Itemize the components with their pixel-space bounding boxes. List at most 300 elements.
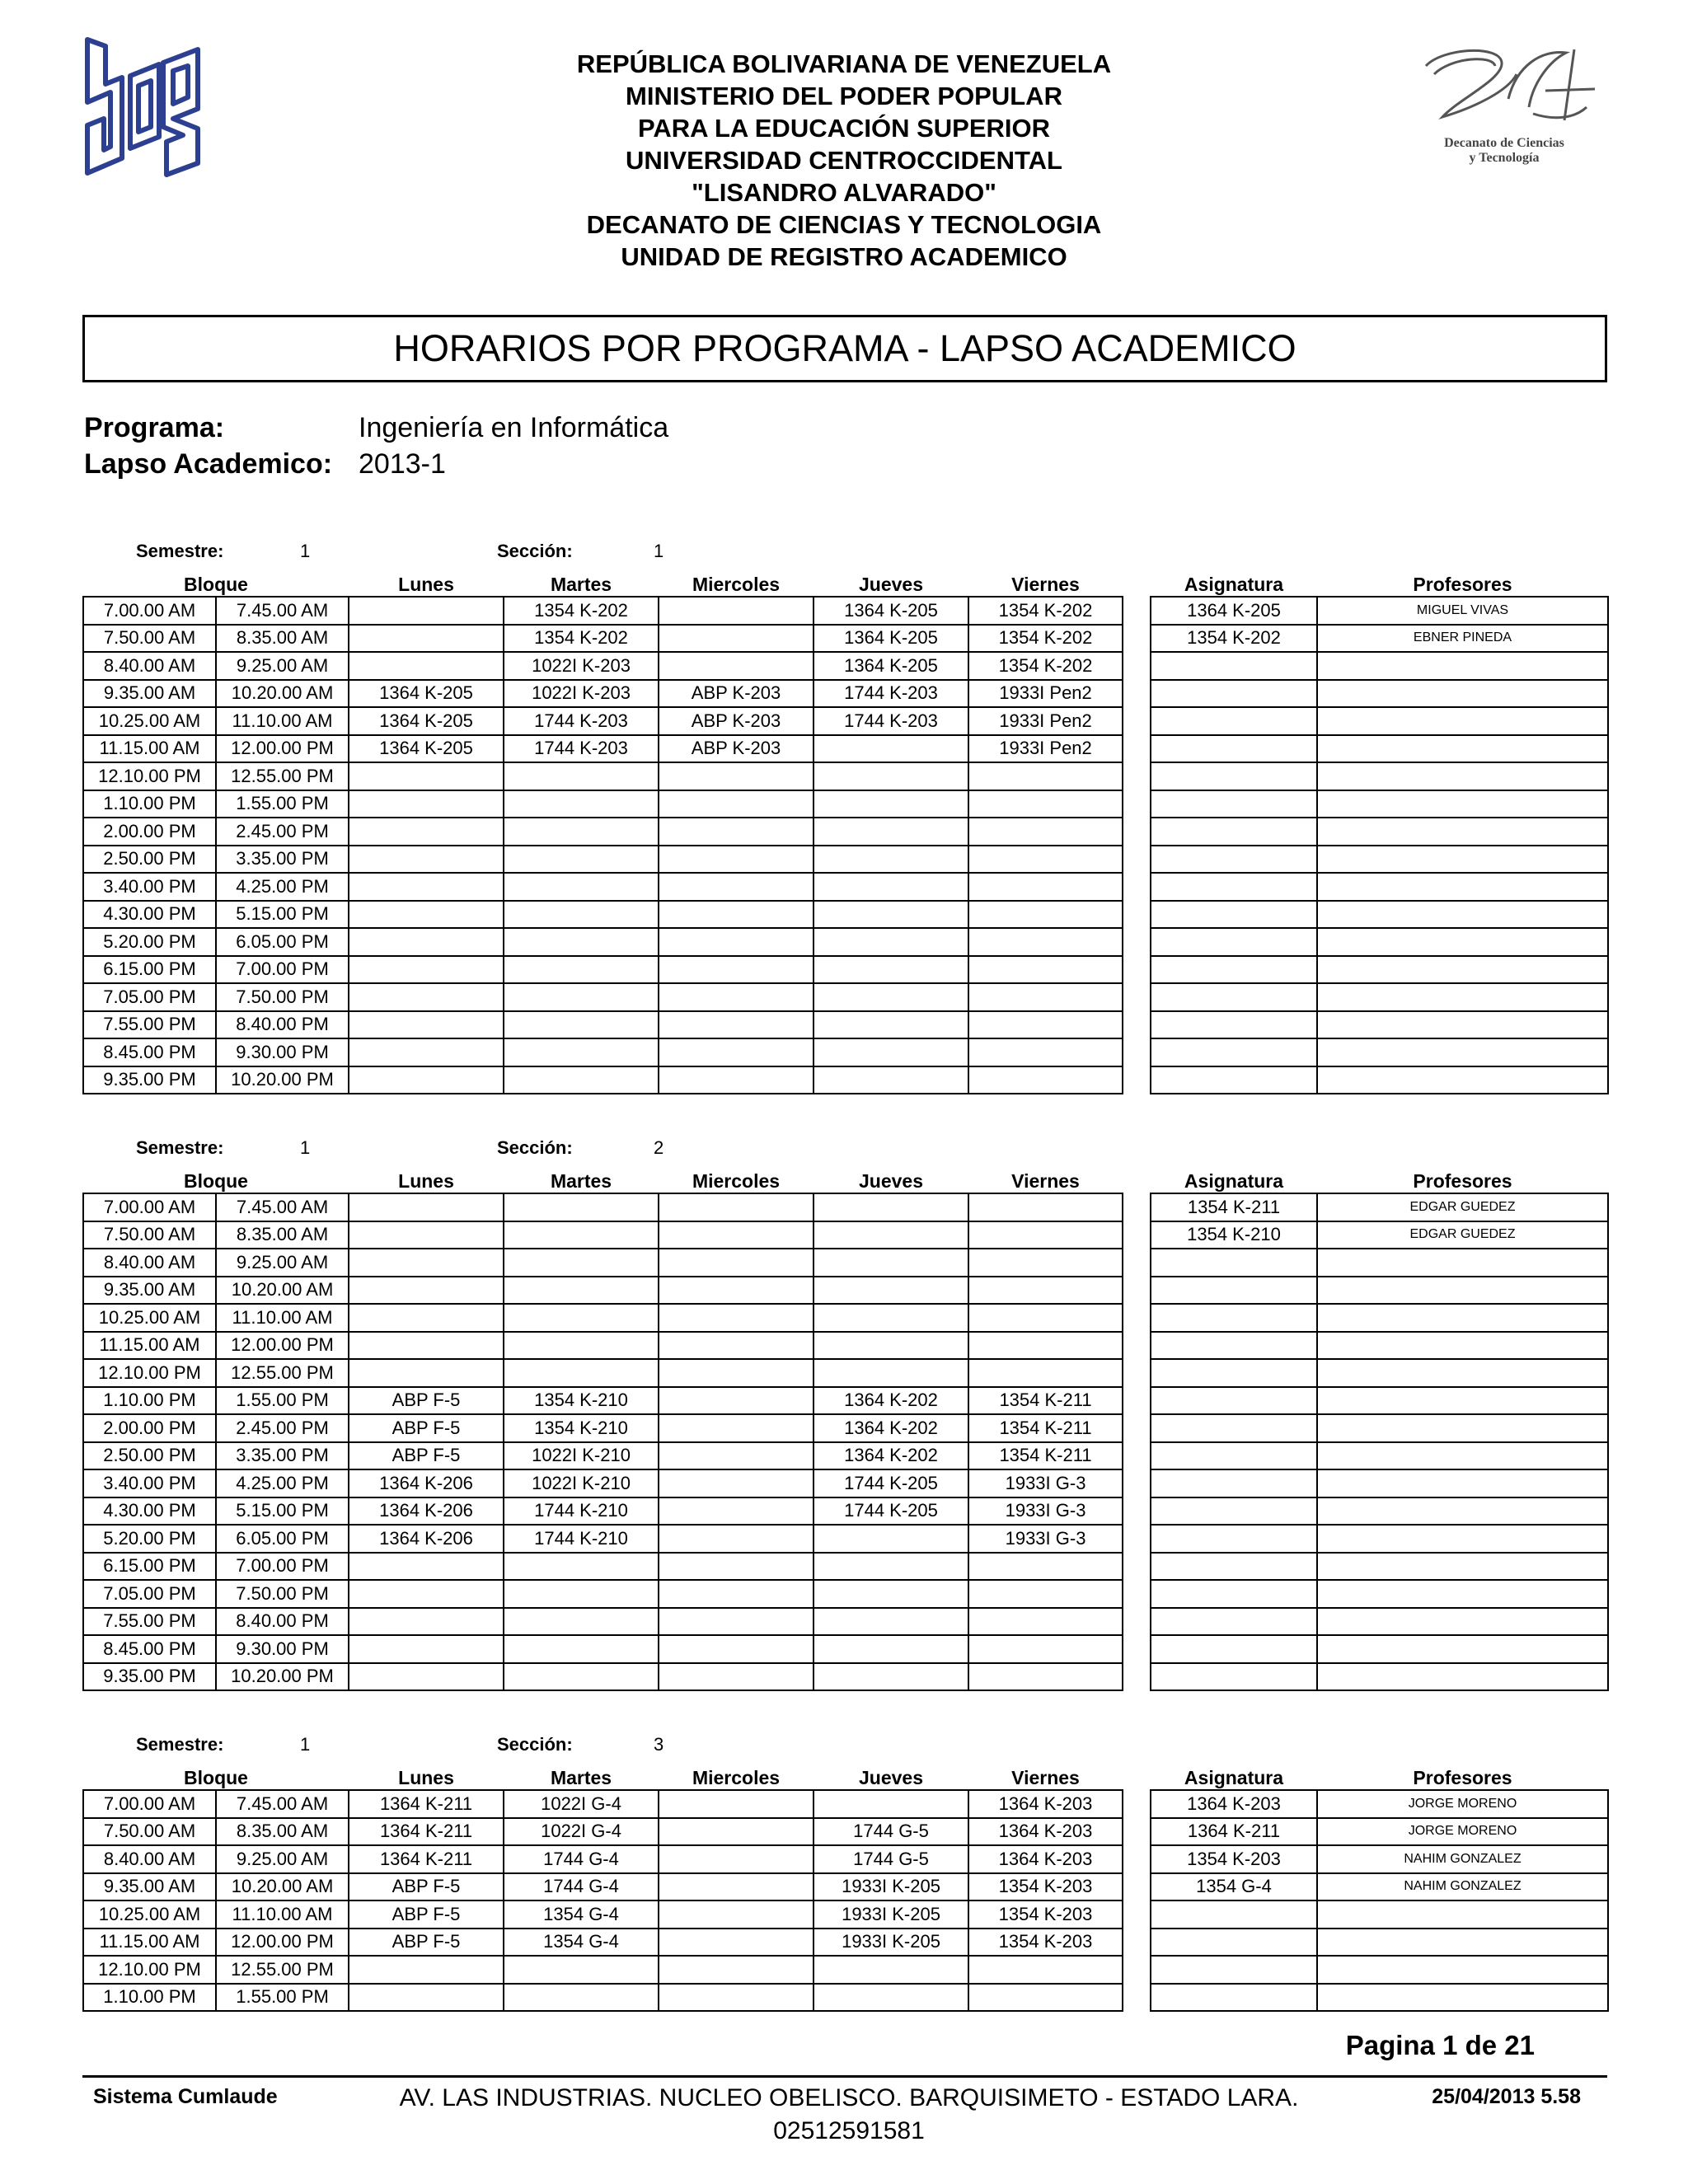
- asignatura-cell: [1151, 901, 1317, 929]
- class-cell: ABP F-5: [349, 1873, 504, 1901]
- class-cell: ABP F-5: [349, 1387, 504, 1415]
- class-cell: [659, 928, 814, 956]
- asignatura-cell: 1364 K-211: [1151, 1818, 1317, 1846]
- asignatura-row: [1151, 818, 1608, 846]
- class-cell: [659, 652, 814, 680]
- bloque-start-cell: 11.15.00 AM: [83, 1929, 216, 1957]
- asignaturas-table: [1150, 1167, 1609, 1691]
- class-cell: 1744 K-203: [504, 735, 659, 763]
- schedule-row: [83, 762, 1123, 790]
- class-cell: [659, 1873, 814, 1901]
- class-cell: [814, 846, 968, 874]
- asignatura-row: [1151, 1497, 1608, 1526]
- day-header: Jueves: [859, 1767, 924, 1788]
- asignatura-row: [1151, 680, 1608, 708]
- class-cell: 1354 G-4: [504, 1929, 659, 1957]
- class-cell: [968, 1956, 1123, 1984]
- pagination-total: 21: [1504, 2030, 1535, 2060]
- schedule-row: [83, 1608, 1123, 1636]
- profesor-cell: [1317, 1332, 1608, 1360]
- class-cell: [659, 1414, 814, 1442]
- class-cell: [814, 928, 968, 956]
- profesor-cell: [1317, 1277, 1608, 1305]
- lapso-label: Lapso Academico:: [84, 448, 333, 480]
- bloque-end-cell: 7.50.00 PM: [216, 1580, 349, 1608]
- schedule-row: [83, 1038, 1123, 1066]
- profesor-cell: [1317, 652, 1608, 680]
- bloque-header: Bloque: [184, 1767, 248, 1788]
- class-cell: [504, 983, 659, 1011]
- header-line: PARA LA EDUCACIÓN SUPERIOR: [637, 114, 1051, 143]
- class-cell: [349, 652, 504, 680]
- asignatura-cell: [1151, 1277, 1317, 1305]
- bloque-start-cell: 8.40.00 AM: [83, 652, 216, 680]
- bloque-start-cell: 9.35.00 AM: [83, 1873, 216, 1901]
- bloque-end-cell: 9.25.00 AM: [216, 1249, 349, 1277]
- semestre-label: Semestre:: [136, 541, 224, 561]
- class-cell: [814, 901, 968, 929]
- class-cell: [659, 1469, 814, 1497]
- class-cell: [968, 1359, 1123, 1387]
- class-cell: [659, 1845, 814, 1873]
- profesor-cell: [1317, 873, 1608, 901]
- asignatura-cell: [1151, 956, 1317, 984]
- asignaturas-table: [1150, 1764, 1609, 2012]
- asignatura-row: [1151, 873, 1608, 901]
- asignatura-row: [1151, 1249, 1608, 1277]
- asignatura-row: [1151, 1277, 1608, 1305]
- schedule-row: [83, 652, 1123, 680]
- schedule-row: [83, 1873, 1123, 1901]
- class-cell: [968, 790, 1123, 818]
- asignatura-cell: [1151, 1038, 1317, 1066]
- schedule-row: [83, 1845, 1123, 1873]
- asignatura-row: [1151, 1359, 1608, 1387]
- asignatura-cell: [1151, 1469, 1317, 1497]
- bloque-end-cell: 3.35.00 PM: [216, 846, 349, 874]
- asignatura-row: [1151, 1929, 1608, 1957]
- class-cell: [968, 1553, 1123, 1581]
- class-cell: [349, 790, 504, 818]
- bloque-start-cell: 1.10.00 PM: [83, 790, 216, 818]
- class-cell: [349, 1193, 504, 1221]
- asignatura-cell: 1354 G-4: [1151, 1873, 1317, 1901]
- schedule-row: [83, 1956, 1123, 1984]
- profesor-cell: NAHIM GONZALEZ: [1317, 1873, 1608, 1901]
- class-cell: [504, 1608, 659, 1636]
- schedule-row: [83, 1332, 1123, 1360]
- class-cell: 1364 K-205: [349, 707, 504, 735]
- asignatura-row: [1151, 901, 1608, 929]
- class-cell: 1354 G-4: [504, 1900, 659, 1929]
- profesor-cell: [1317, 735, 1608, 763]
- class-cell: [659, 1900, 814, 1929]
- class-cell: 1364 K-211: [349, 1845, 504, 1873]
- asignatura-cell: [1151, 1414, 1317, 1442]
- bloque-end-cell: 1.55.00 PM: [216, 1387, 349, 1415]
- class-cell: [349, 762, 504, 790]
- bloque-start-cell: 7.50.00 AM: [83, 1221, 216, 1249]
- class-cell: [814, 983, 968, 1011]
- asignatura-cell: [1151, 1956, 1317, 1984]
- class-cell: [659, 597, 814, 625]
- class-cell: 1744 K-203: [504, 707, 659, 735]
- asignatura-row: [1151, 625, 1608, 653]
- class-cell: [349, 597, 504, 625]
- bloque-start-cell: 9.35.00 PM: [83, 1663, 216, 1691]
- schedule-row: [83, 735, 1123, 763]
- class-cell: [659, 1442, 814, 1470]
- class-cell: [814, 1790, 968, 1818]
- asignatura-cell: [1151, 1066, 1317, 1094]
- class-cell: 1933I Pen2: [968, 707, 1123, 735]
- class-cell: 1364 K-202: [814, 1414, 968, 1442]
- asignatura-row: [1151, 1818, 1608, 1846]
- bloque-start-cell: 9.35.00 AM: [83, 680, 216, 708]
- bloque-start-cell: 4.30.00 PM: [83, 901, 216, 929]
- asignatura-row: [1151, 928, 1608, 956]
- schedule-row: [83, 1663, 1123, 1691]
- header-line: "LISANDRO ALVARADO": [692, 178, 996, 207]
- class-cell: [504, 1221, 659, 1249]
- bloque-start-cell: 3.40.00 PM: [83, 1469, 216, 1497]
- day-header: Martes: [550, 1170, 612, 1192]
- asignatura-row: [1151, 1900, 1608, 1929]
- class-cell: [349, 1956, 504, 1984]
- class-cell: [814, 956, 968, 984]
- asignatura-cell: [1151, 1553, 1317, 1581]
- schedule-row: [83, 983, 1123, 1011]
- class-cell: 1354 K-211: [968, 1414, 1123, 1442]
- asignatura-cell: [1151, 1580, 1317, 1608]
- class-cell: 1744 K-203: [814, 707, 968, 735]
- asignatura-cell: [1151, 1900, 1317, 1929]
- footer-phone: 02512591581: [773, 2117, 925, 2144]
- class-cell: [349, 1277, 504, 1305]
- asignatura-cell: [1151, 680, 1317, 708]
- day-header: Miercoles: [692, 574, 781, 595]
- class-cell: [349, 928, 504, 956]
- day-header: Miercoles: [692, 1170, 781, 1192]
- schedule-row: [83, 1414, 1123, 1442]
- class-cell: 1354 K-203: [968, 1873, 1123, 1901]
- class-cell: 1364 K-205: [814, 652, 968, 680]
- class-cell: [659, 625, 814, 653]
- class-cell: 1354 K-202: [504, 625, 659, 653]
- asignatura-row: [1151, 1221, 1608, 1249]
- bloque-end-cell: 7.45.00 AM: [216, 597, 349, 625]
- bloque-start-cell: 12.10.00 PM: [83, 1956, 216, 1984]
- class-cell: [349, 1038, 504, 1066]
- schedule-row: [83, 846, 1123, 874]
- lapso-value: 2013-1: [359, 448, 446, 480]
- class-cell: [504, 1984, 659, 2012]
- profesor-cell: JORGE MORENO: [1317, 1818, 1608, 1846]
- day-header: Viernes: [1011, 574, 1080, 595]
- class-cell: [349, 846, 504, 874]
- bloque-start-cell: 2.00.00 PM: [83, 818, 216, 846]
- class-cell: [814, 1608, 968, 1636]
- profesor-cell: [1317, 1663, 1608, 1691]
- class-cell: [659, 1635, 814, 1663]
- class-cell: ABP K-203: [659, 707, 814, 735]
- asignatura-row: [1151, 790, 1608, 818]
- class-cell: [504, 1038, 659, 1066]
- asignatura-cell: [1151, 707, 1317, 735]
- schedule-row: [83, 1066, 1123, 1094]
- class-cell: 1364 K-206: [349, 1525, 504, 1553]
- header-line: UNIDAD DE REGISTRO ACADEMICO: [621, 242, 1067, 271]
- bloque-end-cell: 2.45.00 PM: [216, 1414, 349, 1442]
- profesor-cell: [1317, 1359, 1608, 1387]
- bloque-end-cell: 4.25.00 PM: [216, 1469, 349, 1497]
- bloque-start-cell: 10.25.00 AM: [83, 707, 216, 735]
- schedule-table: [82, 1167, 1123, 1691]
- bloque-end-cell: 10.20.00 AM: [216, 680, 349, 708]
- bloque-end-cell: 1.55.00 PM: [216, 1984, 349, 2012]
- bloque-end-cell: 11.10.00 AM: [216, 707, 349, 735]
- class-cell: [814, 818, 968, 846]
- bloque-end-cell: 11.10.00 AM: [216, 1304, 349, 1332]
- class-cell: [659, 1387, 814, 1415]
- class-cell: [504, 1553, 659, 1581]
- bloque-start-cell: 9.35.00 PM: [83, 1066, 216, 1094]
- asignatura-cell: 1364 K-203: [1151, 1790, 1317, 1818]
- class-cell: 1933I K-205: [814, 1929, 968, 1957]
- class-cell: [814, 1553, 968, 1581]
- asignatura-row: [1151, 1525, 1608, 1553]
- asignaturas-table: [1150, 570, 1609, 1094]
- class-cell: 1744 G-5: [814, 1818, 968, 1846]
- pagination: [1346, 2030, 1535, 2061]
- asignatura-row: [1151, 1011, 1608, 1039]
- asignatura-row: [1151, 1984, 1608, 2012]
- profesor-cell: MIGUEL VIVAS: [1317, 597, 1608, 625]
- class-cell: 1744 K-210: [504, 1525, 659, 1553]
- bloque-end-cell: 6.05.00 PM: [216, 928, 349, 956]
- class-cell: [504, 1277, 659, 1305]
- class-cell: [814, 1249, 968, 1277]
- class-cell: [659, 1525, 814, 1553]
- bloque-end-cell: 9.30.00 PM: [216, 1038, 349, 1066]
- class-cell: 1354 K-203: [968, 1900, 1123, 1929]
- profesor-cell: [1317, 928, 1608, 956]
- class-cell: [968, 1304, 1123, 1332]
- schedule-row: [83, 707, 1123, 735]
- bloque-start-cell: 8.45.00 PM: [83, 1635, 216, 1663]
- seccion-value: 2: [654, 1137, 664, 1158]
- class-cell: 1364 K-203: [968, 1790, 1123, 1818]
- header-line: REPÚBLICA BOLIVARIANA DE VENEZUELA: [576, 49, 1112, 78]
- bloque-start-cell: 2.50.00 PM: [83, 1442, 216, 1470]
- class-cell: [814, 1066, 968, 1094]
- asignatura-cell: [1151, 1304, 1317, 1332]
- profesor-cell: [1317, 1525, 1608, 1553]
- footer-system-name: Sistema Cumlaude: [93, 2085, 278, 2108]
- asignatura-cell: [1151, 1608, 1317, 1636]
- class-cell: [968, 1066, 1123, 1094]
- class-cell: [814, 1984, 968, 2012]
- class-cell: ABP F-5: [349, 1900, 504, 1929]
- seccion-label: Sección:: [497, 1137, 573, 1158]
- day-header: Viernes: [1011, 1170, 1080, 1192]
- asignatura-cell: [1151, 1011, 1317, 1039]
- asignatura-cell: [1151, 735, 1317, 763]
- seccion-value: 1: [654, 541, 664, 561]
- class-cell: [814, 735, 968, 763]
- decanato-logo: [1409, 41, 1599, 173]
- profesor-cell: [1317, 1553, 1608, 1581]
- day-header: Jueves: [859, 1170, 924, 1192]
- header-line: UNIVERSIDAD CENTROCCIDENTAL: [626, 146, 1062, 175]
- asignatura-row: [1151, 1387, 1608, 1415]
- schedule-row: [83, 956, 1123, 984]
- class-cell: [504, 1359, 659, 1387]
- class-cell: [659, 983, 814, 1011]
- bloque-start-cell: 7.55.00 PM: [83, 1608, 216, 1636]
- schedule-row: [83, 873, 1123, 901]
- class-cell: [659, 1818, 814, 1846]
- class-cell: [968, 928, 1123, 956]
- class-cell: 1364 K-205: [814, 597, 968, 625]
- class-cell: [504, 901, 659, 929]
- class-cell: [504, 1193, 659, 1221]
- caption-line: Decanato de Ciencias: [1444, 136, 1564, 150]
- class-cell: 1022I G-4: [504, 1790, 659, 1818]
- schedule-row: [83, 1984, 1123, 2012]
- asignatura-row: [1151, 1635, 1608, 1663]
- bloque-end-cell: 12.00.00 PM: [216, 1332, 349, 1360]
- schedule-row: [83, 1387, 1123, 1415]
- bloque-start-cell: 7.55.00 PM: [83, 1011, 216, 1039]
- schedule-row: [83, 680, 1123, 708]
- class-cell: [504, 1332, 659, 1360]
- class-cell: [504, 1635, 659, 1663]
- asignatura-cell: [1151, 790, 1317, 818]
- class-cell: 1364 K-206: [349, 1469, 504, 1497]
- bloque-start-cell: 7.50.00 AM: [83, 1818, 216, 1846]
- class-cell: [349, 983, 504, 1011]
- profesor-cell: [1317, 1497, 1608, 1526]
- class-cell: 1022I G-4: [504, 1818, 659, 1846]
- class-cell: [349, 1011, 504, 1039]
- seccion-value: 3: [654, 1734, 664, 1755]
- bloque-start-cell: 6.15.00 PM: [83, 956, 216, 984]
- class-cell: [504, 1580, 659, 1608]
- schedule-row: [83, 1193, 1123, 1221]
- day-header: Lunes: [398, 574, 454, 595]
- profesor-cell: [1317, 1900, 1608, 1929]
- class-cell: [349, 1553, 504, 1581]
- class-cell: [659, 762, 814, 790]
- class-cell: 1744 K-205: [814, 1497, 968, 1526]
- class-cell: [659, 1580, 814, 1608]
- bloque-end-cell: 8.35.00 AM: [216, 625, 349, 653]
- class-cell: 1364 K-205: [349, 680, 504, 708]
- profesor-cell: [1317, 1956, 1608, 1984]
- class-cell: [659, 1038, 814, 1066]
- asignatura-cell: [1151, 818, 1317, 846]
- profesores-header: Profesores: [1413, 1767, 1512, 1788]
- class-cell: [659, 1193, 814, 1221]
- schedule-header-row: [83, 1764, 1123, 1790]
- bloque-start-cell: 11.15.00 AM: [83, 1332, 216, 1360]
- schedule-row: [83, 1011, 1123, 1039]
- class-cell: [659, 1249, 814, 1277]
- class-cell: [504, 1249, 659, 1277]
- profesor-cell: [1317, 707, 1608, 735]
- class-cell: [349, 1249, 504, 1277]
- class-cell: 1744 G-4: [504, 1845, 659, 1873]
- class-cell: [349, 1359, 504, 1387]
- class-cell: [349, 1663, 504, 1691]
- class-cell: [814, 1580, 968, 1608]
- class-cell: [968, 1011, 1123, 1039]
- asignatura-row: [1151, 652, 1608, 680]
- asignatura-row: [1151, 597, 1608, 625]
- class-cell: [659, 1956, 814, 1984]
- class-cell: [814, 1193, 968, 1221]
- bloque-end-cell: 6.05.00 PM: [216, 1525, 349, 1553]
- asignatura-row: [1151, 735, 1608, 763]
- bloque-start-cell: 8.40.00 AM: [83, 1249, 216, 1277]
- profesor-cell: [1317, 956, 1608, 984]
- asignatura-cell: 1354 K-202: [1151, 625, 1317, 653]
- day-header: Martes: [550, 574, 612, 595]
- bloque-end-cell: 12.55.00 PM: [216, 1956, 349, 1984]
- bloque-end-cell: 4.25.00 PM: [216, 873, 349, 901]
- footer-address-block: [387, 2082, 1311, 2148]
- bloque-end-cell: 7.50.00 PM: [216, 983, 349, 1011]
- asignatura-row: [1151, 846, 1608, 874]
- asignatura-row: [1151, 1066, 1608, 1094]
- class-cell: 1364 K-211: [349, 1818, 504, 1846]
- asignatura-row: [1151, 1304, 1608, 1332]
- class-cell: 1364 K-205: [814, 625, 968, 653]
- asignatura-row: [1151, 707, 1608, 735]
- class-cell: ABP K-203: [659, 680, 814, 708]
- schedule-row: [83, 901, 1123, 929]
- bloque-start-cell: 7.00.00 AM: [83, 1790, 216, 1818]
- class-cell: [968, 901, 1123, 929]
- bloque-end-cell: 9.25.00 AM: [216, 652, 349, 680]
- bloque-start-cell: 9.35.00 AM: [83, 1277, 216, 1305]
- class-cell: [968, 1580, 1123, 1608]
- schedule-row: [83, 1900, 1123, 1929]
- asignatura-cell: 1354 K-210: [1151, 1221, 1317, 1249]
- profesor-cell: [1317, 1011, 1608, 1039]
- class-cell: [659, 901, 814, 929]
- class-cell: [504, 1956, 659, 1984]
- profesor-cell: JORGE MORENO: [1317, 1790, 1608, 1818]
- asignaturas-header-row: [1151, 570, 1608, 597]
- profesor-cell: [1317, 1066, 1608, 1094]
- bloque-end-cell: 9.30.00 PM: [216, 1635, 349, 1663]
- class-cell: [968, 818, 1123, 846]
- asignatura-row: [1151, 1845, 1608, 1873]
- class-cell: [814, 1221, 968, 1249]
- class-cell: [814, 1359, 968, 1387]
- asignatura-cell: [1151, 1359, 1317, 1387]
- profesor-cell: [1317, 680, 1608, 708]
- class-cell: [659, 1553, 814, 1581]
- programa-label: Programa:: [84, 412, 225, 443]
- schedule-row: [83, 1249, 1123, 1277]
- class-cell: [814, 762, 968, 790]
- schedule-row: [83, 1580, 1123, 1608]
- profesor-cell: [1317, 1249, 1608, 1277]
- class-cell: [814, 1525, 968, 1553]
